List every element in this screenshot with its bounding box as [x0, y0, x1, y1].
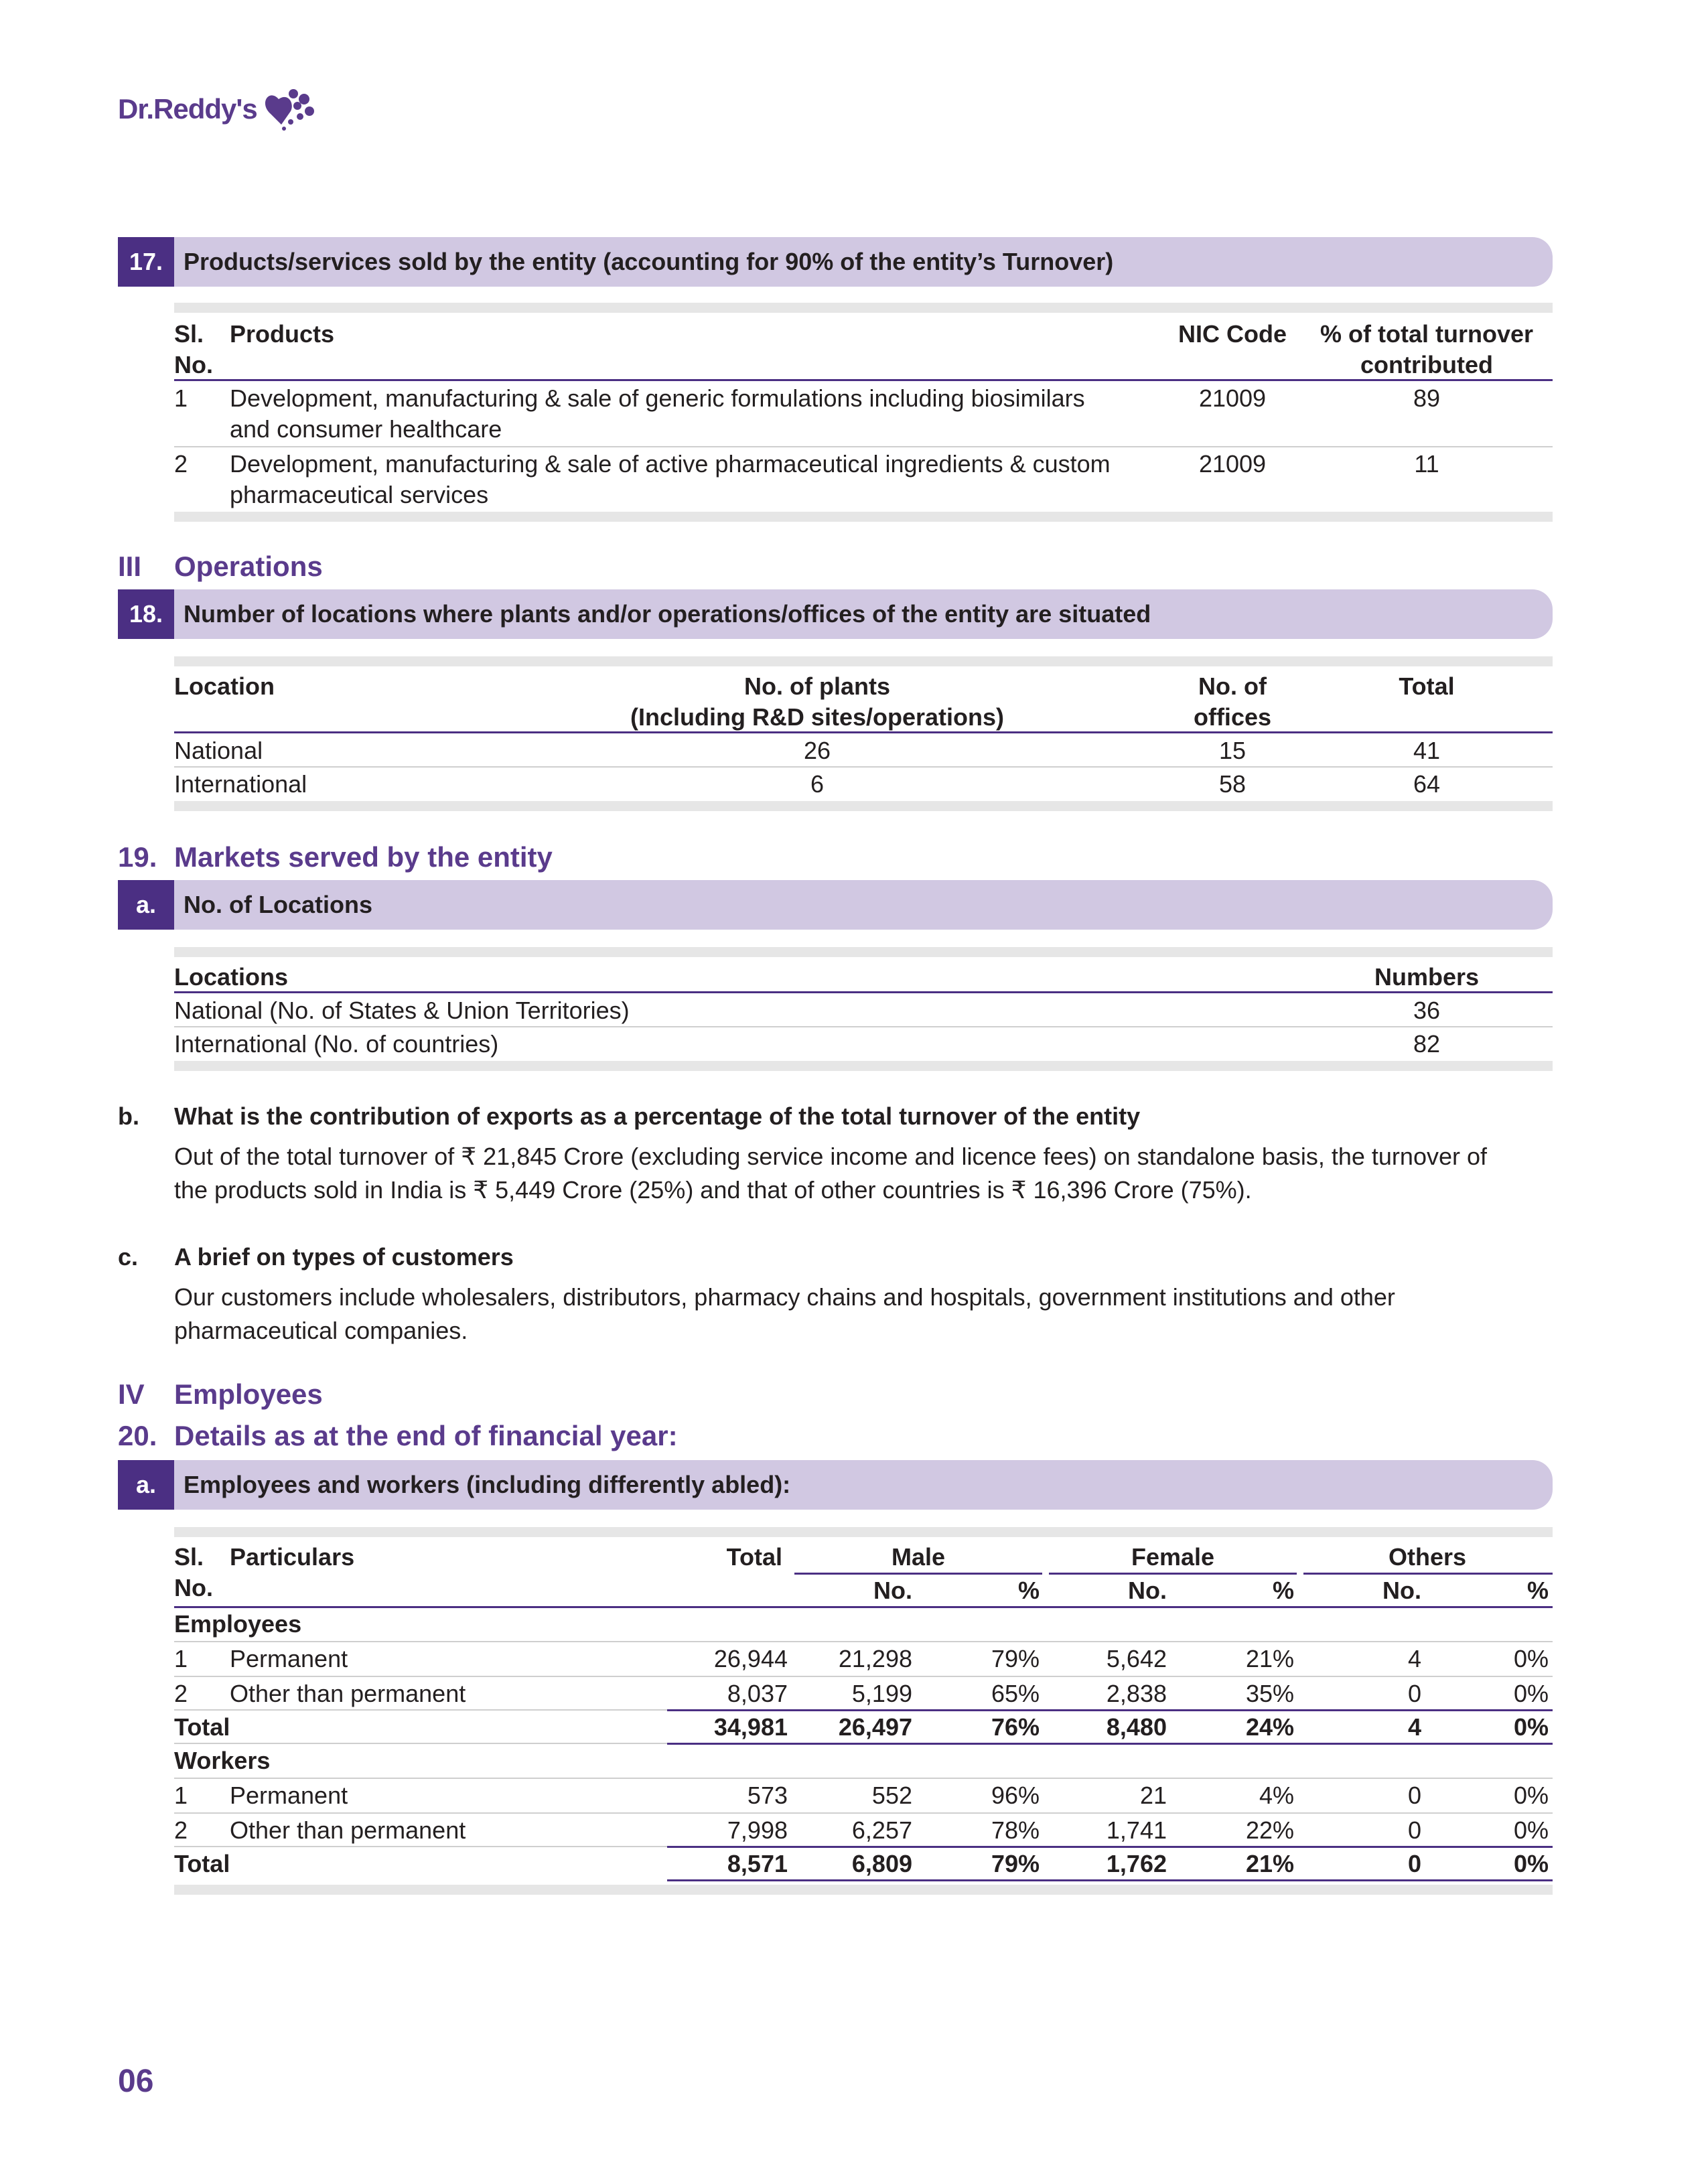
section-19a-band: [118, 880, 1553, 930]
section-number: a.: [118, 880, 174, 930]
row-divider: [174, 1026, 1553, 1027]
section-roman-3: III: [118, 551, 142, 582]
col-plants: No. of plants (Including R&D sites/operations): [630, 672, 1005, 731]
question-c: A brief on types of customers: [174, 1243, 514, 1271]
col-others: Others: [1388, 1543, 1467, 1571]
row-divider: [174, 1778, 1553, 1779]
table-bottom-rule: [174, 512, 1553, 522]
group-underline-female: [1049, 1573, 1297, 1575]
row-divider: [174, 1812, 1553, 1814]
col-male: Male: [891, 1543, 946, 1571]
col-others-pct: %: [1526, 1577, 1549, 1604]
col-female: Female: [1131, 1543, 1215, 1571]
col-locations: Locations: [174, 963, 289, 991]
group-underline-others: [1303, 1573, 1553, 1575]
col-sl: Sl. No.: [174, 1543, 213, 1601]
row-divider: [174, 1846, 670, 1847]
section-heading-details: Details as at the end of financial year:: [174, 1420, 678, 1451]
col-location: Location: [174, 672, 275, 700]
header-underline: [174, 731, 1553, 733]
col-offices: No. of offices: [1193, 672, 1272, 731]
section-roman-4: IV: [118, 1378, 145, 1410]
section-17-band: [118, 237, 1553, 287]
header-underline: [174, 991, 1553, 993]
col-particulars: Particulars: [230, 1543, 355, 1571]
section-number: a.: [118, 1460, 174, 1510]
col-female-no: No.: [1128, 1577, 1167, 1604]
header-underline: [174, 1606, 1553, 1608]
section-title: Products/services sold by the entity (accounting for 90% of the entity’s Turnover): [174, 237, 1553, 287]
total-rule: [667, 1709, 1553, 1711]
col-sl: Sl. No.: [174, 320, 213, 378]
col-male-pct: %: [1017, 1577, 1040, 1604]
group-label-workers: Workers: [174, 1747, 271, 1774]
table-bottom-rule: [174, 1885, 1553, 1895]
question-c-label: c.: [118, 1243, 139, 1271]
answer-c: Our customers include wholesalers, distributors, pharmacy chains and hospitals, government institutions and other pharmaceutical companies.: [174, 1283, 1395, 1344]
col-others-no: No.: [1382, 1577, 1421, 1604]
group-underline-male: [794, 1573, 1042, 1575]
row-divider: [174, 1709, 670, 1711]
col-products: Products: [230, 320, 335, 348]
group-label-employees: Employees: [174, 1610, 302, 1638]
table-top-rule: [174, 303, 1553, 313]
answer-b: Out of the total turnover of ₹ 21,845 Crore (excluding service income and licence fees) on standalone basis, the turnover of the products sold in India is ₹ 5,449 Crore (25%) and that of other countries is ₹ 16,396 Crore (75%).: [174, 1143, 1487, 1204]
col-female-pct: %: [1272, 1577, 1294, 1604]
col-total: Total: [1399, 672, 1455, 700]
col-male-no: No.: [873, 1577, 912, 1604]
section-20-number: 20.: [118, 1420, 157, 1451]
row-divider: [174, 446, 1553, 447]
total-rule: [667, 1846, 1553, 1848]
table-bottom-rule: [174, 801, 1553, 811]
total-rule: [667, 1743, 1553, 1745]
table-top-rule: [174, 947, 1553, 957]
total-rule: [667, 1879, 1553, 1881]
section-title: No. of Locations: [174, 880, 1553, 930]
row-divider: [174, 1641, 1553, 1642]
page-number: 06: [118, 2064, 154, 2099]
brand-heart-icon: [264, 86, 320, 133]
section-title: Number of locations where plants and/or operations/offices of the entity are situated: [174, 589, 1553, 639]
header-underline: [174, 379, 1553, 381]
section-heading-markets: Markets served by the entity: [174, 841, 553, 873]
col-total: Total: [726, 1543, 782, 1571]
section-number: 17.: [118, 237, 174, 287]
table-top-rule: [174, 1527, 1553, 1537]
col-nic-code: NIC Code: [1178, 320, 1287, 348]
question-b: What is the contribution of exports as a percentage of the total turnover of the entity: [174, 1102, 1141, 1130]
section-18-band: [118, 589, 1553, 639]
col-pct-turnover: % of total turnover contributed: [1320, 320, 1533, 378]
brand-logo: [118, 86, 320, 133]
row-divider: [174, 1676, 1553, 1677]
table-bottom-rule: [174, 1061, 1553, 1071]
section-heading-employees: Employees: [174, 1378, 323, 1410]
table-top-rule: [174, 656, 1553, 666]
section-number: 18.: [118, 589, 174, 639]
row-divider: [174, 766, 1553, 768]
brand-name: Dr.Reddy's: [118, 93, 257, 125]
question-b-label: b.: [118, 1102, 139, 1130]
section-20a-band: [118, 1460, 1553, 1510]
row-divider: [174, 1743, 670, 1744]
section-title: Employees and workers (including differently abled):: [174, 1460, 1553, 1510]
section-19-number: 19.: [118, 841, 157, 873]
col-numbers: Numbers: [1374, 963, 1480, 991]
section-heading-operations: Operations: [174, 551, 323, 582]
